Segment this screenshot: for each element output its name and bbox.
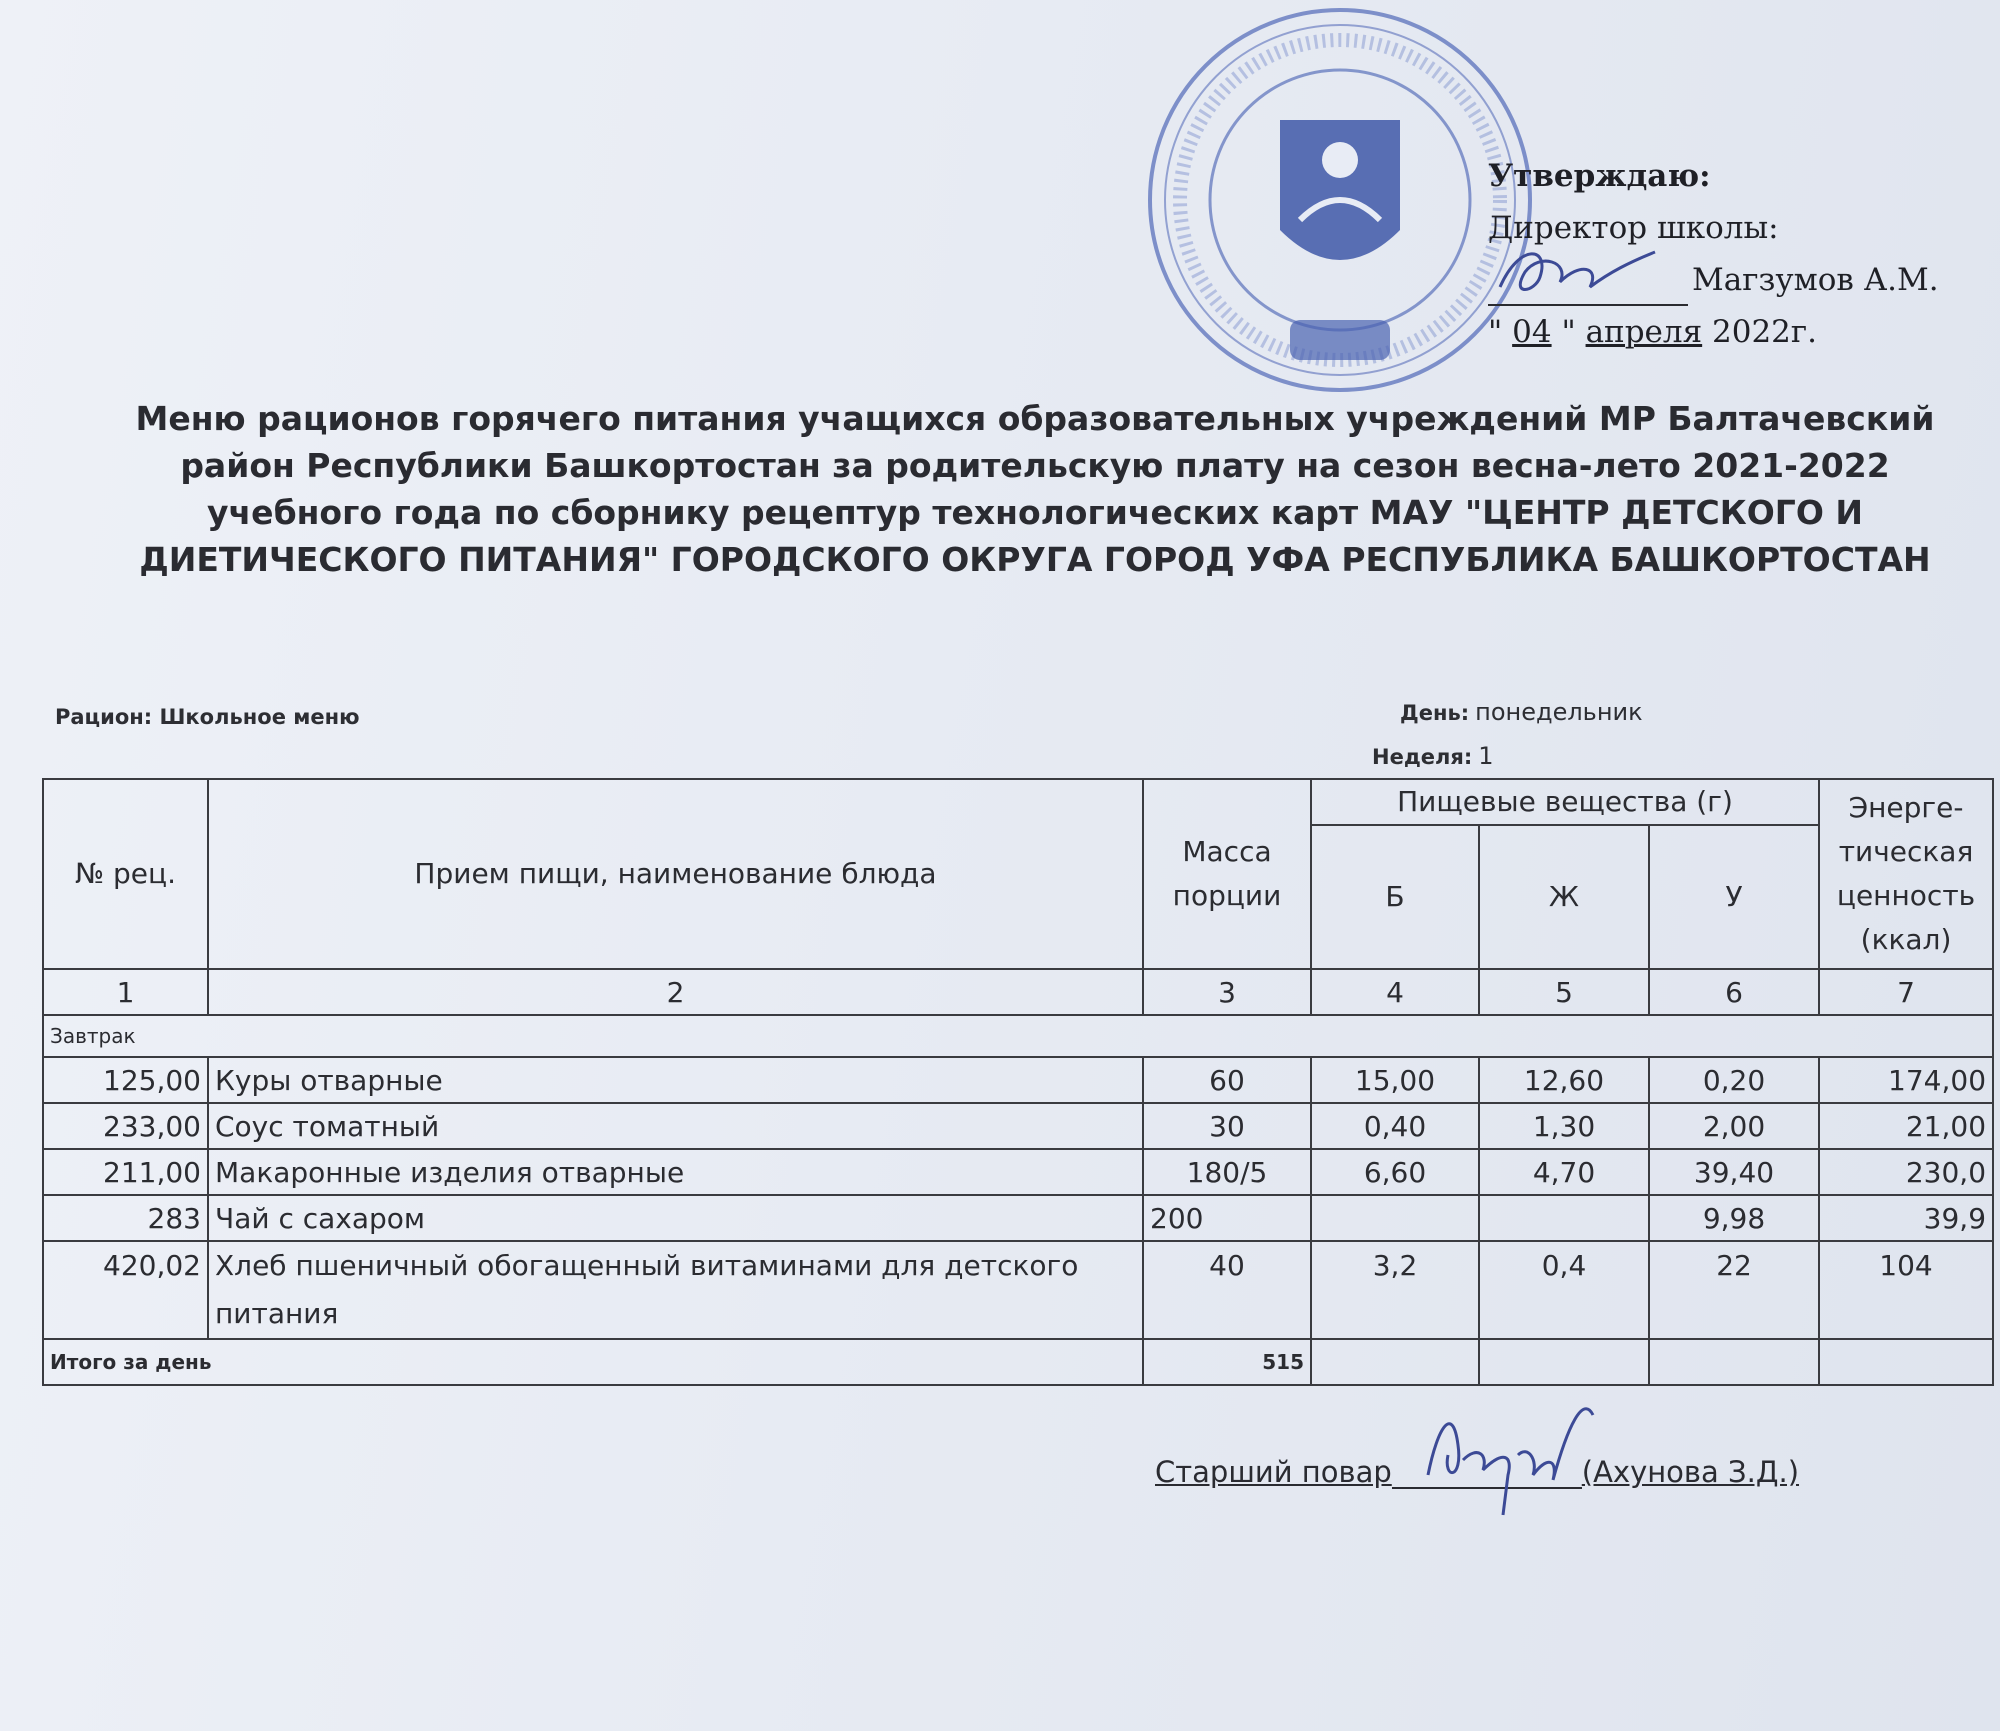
table-row: 211,00 Макаронные изделия отварные 180/5 6,60 4,70 39,40 230,0: [43, 1149, 1993, 1195]
director-signature: [1490, 232, 1680, 312]
header-nutrients: Пищевые вещества (г): [1311, 779, 1819, 825]
header-energy: Энерге-тическая ценность (ккал): [1819, 779, 1993, 969]
table-row: 420,02 Хлеб пшеничный обогащенный витаминами для детского питания 40 3,2 0,4 22 104: [43, 1241, 1993, 1339]
column-numbers-row: 1 2 3 4 5 6 7: [43, 969, 1993, 1015]
day-field: [1400, 698, 1643, 726]
total-label: Итого за день: [43, 1339, 1143, 1385]
approval-position: Директор школы:: [1488, 210, 1779, 246]
section-breakfast: Завтрак: [43, 1015, 1993, 1057]
table-row: 125,00 Куры отварные 60 15,00 12,60 0,20 174,00: [43, 1057, 1993, 1103]
header-zh: Ж: [1479, 825, 1649, 969]
table-row: 233,00 Соус томатный 30 0,40 1,30 2,00 21,00: [43, 1103, 1993, 1149]
cook-signature: [1408, 1385, 1608, 1525]
date-day: 04: [1512, 314, 1552, 350]
director-name: Магзумов А.М.: [1692, 262, 1939, 298]
total-mass: 515: [1143, 1339, 1311, 1385]
cook-label: Старший повар: [1155, 1455, 1392, 1489]
total-row: [43, 1339, 1993, 1385]
cook-name: (Ахунова З.Д.): [1581, 1455, 1800, 1489]
header-mass: Масса порции: [1143, 779, 1311, 969]
day-value: понедельник: [1475, 698, 1643, 726]
header-row: [43, 779, 1993, 825]
ration-label: Рацион: Школьное меню: [55, 705, 360, 729]
approval-title: Утверждаю:: [1488, 158, 1711, 194]
section-row: [43, 1015, 1993, 1057]
week-value: 1: [1478, 742, 1494, 770]
header-b: Б: [1311, 825, 1479, 969]
day-label: День:: [1400, 701, 1470, 725]
date-month: апреля: [1585, 314, 1703, 350]
header-dish: Прием пищи, наименование блюда: [208, 779, 1143, 969]
week-field: [1372, 742, 1494, 770]
document-title: Меню рационов горячего питания учащихся образовательных учреждений МР Балтачевский район Республики Башкортостан за родительскую плату на сезон весна-лето 2021-2022 учебного года по сборнику рецептур технологических карт МАУ "ЦЕНТР ДЕТСКОГО И ДИЕТИЧЕСКОГО ПИТАНИЯ" ГОРОДСКОГО ОКРУГА ГОРОД УФА РЕСПУБЛИКА БАШКОРТОСТАН: [135, 399, 1935, 579]
date-year: 2022г.: [1712, 314, 1818, 350]
week-label: Неделя:: [1372, 745, 1473, 769]
header-num: № рец.: [43, 779, 208, 969]
approval-date: " 04 " апреля 2022г.: [1488, 314, 1818, 350]
table-row: 283 Чай с сахаром 200 9,98 39,9: [43, 1195, 1993, 1241]
header-u: У: [1649, 825, 1819, 969]
official-stamp: [1140, 0, 1540, 400]
menu-table: [42, 778, 1994, 1386]
